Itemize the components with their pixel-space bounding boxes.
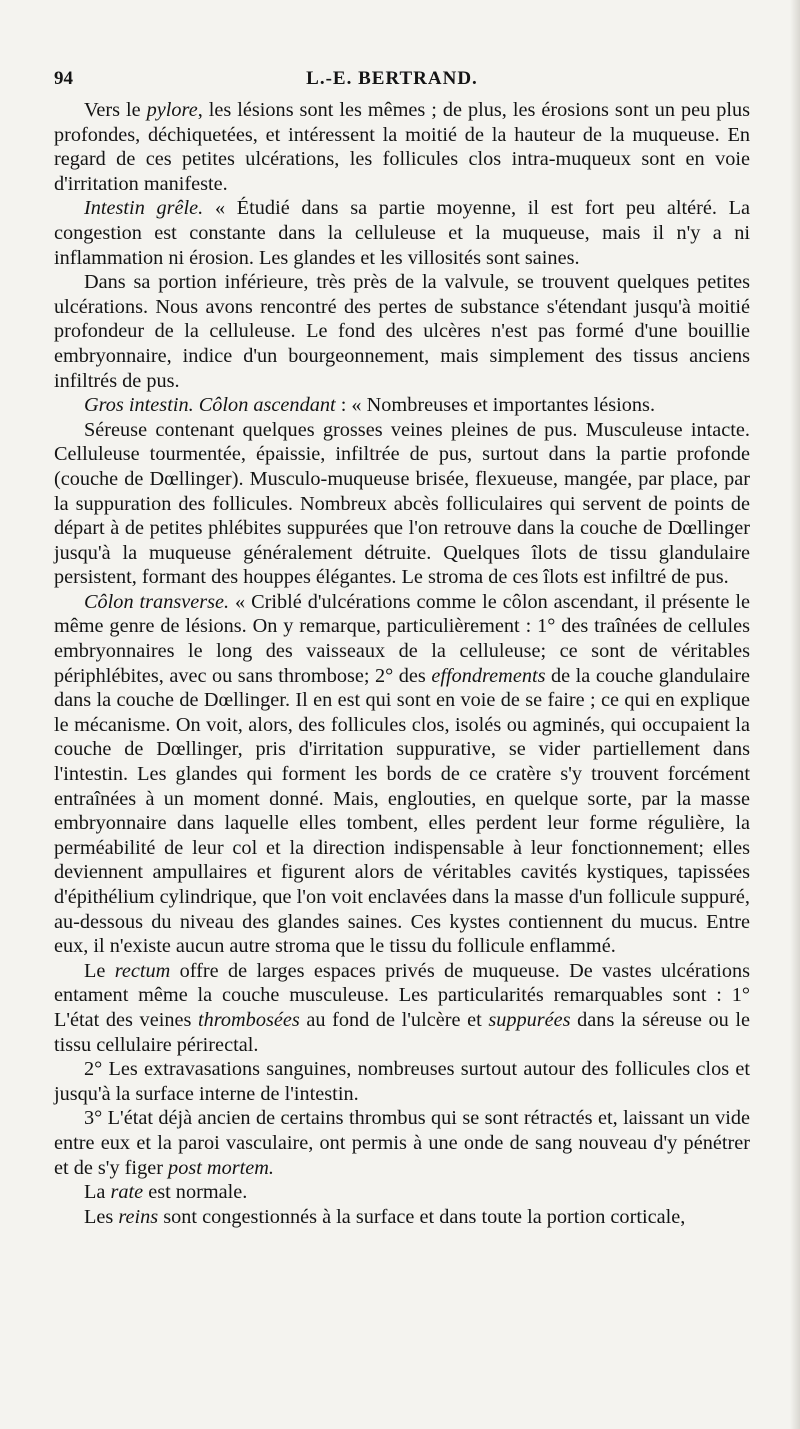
text-run: de la couche glandulaire dans la couche de Dœllinger. Il en est qui sont en voie de se faire ; ce qui en explique le mécanisme. On voit, alors, des follicules clos, isolés ou agminés, qui occupaient la couche de Dœllinger, pris d'irritation suppurative, se vider partiellement dans l'intestin. Les glandes qui forment les bords de ce cratère s'y trouvent forcément entraînées à un moment donné. Mais, englouties, en quelque sorte, par la masse embryonnaire dans laquelle elles tombent, elles perdent leur forme régulière, la perméabilité de leur col et la direction indispensable à leur fonctionnement; elles deviennent ampullaires et figurent alors de véritables cavités kystiques, tapissées d'épithélium cylindrique, que l'on voit enclavées dans la masse d'un follicule suppuré, au-dessous du niveau des glandes saines. Ces kystes contiennent du mucus. Entre eux, il n'existe aucun autre stroma que le tissu du follicule enflammé. bbox=[54, 664, 750, 958]
text-run: La bbox=[84, 1181, 111, 1204]
italic-run: Côlon transverse. bbox=[84, 590, 230, 613]
italic-run: rectum bbox=[114, 959, 171, 982]
italic-run: effondrements bbox=[431, 664, 546, 687]
paragraph-p9 bbox=[54, 1106, 750, 1180]
paragraph-p8 bbox=[54, 1057, 750, 1106]
italic-run: suppurées bbox=[488, 1008, 571, 1031]
paragraph-p3 bbox=[54, 270, 750, 393]
text-run: Vers le bbox=[84, 99, 147, 121]
italic-run: pylore bbox=[146, 99, 198, 121]
paragraph-p2 bbox=[54, 196, 750, 270]
text-run: Les bbox=[84, 1205, 119, 1228]
text-run: « Criblé d'ulcérations comme le côlon ascendant, il présente le même genre de lésions. On y remarque, particulièrement : 1° des traînées de cellules embryonnaires le long des vaisseaux de la celluleuse; ce sont de véritables périphlébites, avec ou sans thrombose; 2° des bbox=[54, 590, 751, 687]
text-run: 2° Les extravasations sanguines, nombreuses surtout autour des follicules clos et jusqu'à la surface interne de l'intestin. bbox=[54, 1058, 750, 1105]
page-binding-edge bbox=[790, 0, 800, 1429]
text-run: dans la séreuse ou le tissu cellulaire périrectal. bbox=[54, 1008, 750, 1056]
text-run: sont congestionnés à la surface et dans toute la portion corticale, bbox=[158, 1205, 686, 1228]
text-run: Séreuse contenant quelques grosses veines pleines de pus. Musculeuse intacte. Celluleuse tourmentée, épaissie, infiltrée de pus, surtout dans la partie profonde (couche de Dœllinger). Musculo-muqueuse brisée, flexueuse, mangée, par place, par la suppuration des follicules. Nombreux abcès folliculaires qui servent de points de départ à de petites phlébites suppurées que l'on retrouve dans la couche de Dœllinger jusqu'à la muqueuse généralement détruite. Quelques îlots de tissu glandulaire persistent, formant des houppes élégantes. Le stroma de ces îlots est infiltré de pus. bbox=[54, 418, 750, 589]
text-run: au fond de l'ulcère et bbox=[299, 1008, 489, 1031]
paragraph-p4 bbox=[54, 393, 750, 418]
text-run: : « Nombreuses et importantes lésions. bbox=[335, 394, 656, 417]
text-run: est normale. bbox=[143, 1181, 248, 1204]
italic-run: Intestin grêle. bbox=[84, 197, 204, 220]
paragraph-p11 bbox=[54, 1205, 750, 1230]
text-run: , les lésions sont les mêmes ; de plus, les érosions sont un peu plus profondes, déchiquetées, et intéressent la moitié de la hauteur de la muqueuse. En regard de ces petites ulcérations, les follicules clos intra-muqueux sont en voie d'irritation manifeste. bbox=[54, 99, 751, 195]
paragraph-p5 bbox=[54, 418, 750, 590]
paragraph-p10 bbox=[54, 1180, 750, 1205]
page-header bbox=[54, 68, 750, 90]
italic-run: thrombosées bbox=[197, 1008, 300, 1031]
page-number: 94 bbox=[54, 68, 73, 89]
paragraph-p7 bbox=[54, 959, 750, 1057]
italic-run: Gros intestin. Côlon ascendant bbox=[84, 394, 336, 417]
italic-run: post mortem. bbox=[168, 1156, 274, 1179]
running-head: L.-E. BERTRAND. bbox=[306, 68, 478, 89]
text-run: Le bbox=[84, 959, 115, 982]
text-run: « Étudié dans sa partie moyenne, il est fort peu altéré. La congestion est constante dans la celluleuse et la muqueuse, mais il n'y a ni inflammation ni érosion. Les glandes et les villosités sont saines. bbox=[54, 197, 750, 269]
text-run: offre de larges espaces privés de muqueuse. De vastes ulcérations entament même la couche musculeuse. Les particularités remarquables sont : 1° L'état des veines bbox=[54, 959, 751, 1031]
italic-run: rate bbox=[110, 1181, 144, 1204]
paragraph-p6 bbox=[54, 590, 750, 959]
italic-run: reins bbox=[118, 1205, 159, 1228]
text-run: Dans sa portion inférieure, très près de la valvule, se trouvent quelques petites ulcérations. Nous avons rencontré des pertes de substance s'étendant jusqu'à moitié profondeur de la celluleuse. Le fond des ulcères n'est pas formé d'une bouillie embryonnaire, indice d'un bourgeonnement, mais simplement des tissus anciens infiltrés de pus. bbox=[54, 271, 750, 392]
text-run: 3° L'état déjà ancien de certains thrombus qui se sont rétractés et, laissant un vide entre eux et la paroi vasculaire, ont permis à une onde de sang nouveau d'y pénétrer et de s'y figer bbox=[54, 1107, 750, 1179]
body-text bbox=[54, 98, 750, 1229]
paragraph-p1 bbox=[54, 98, 750, 196]
